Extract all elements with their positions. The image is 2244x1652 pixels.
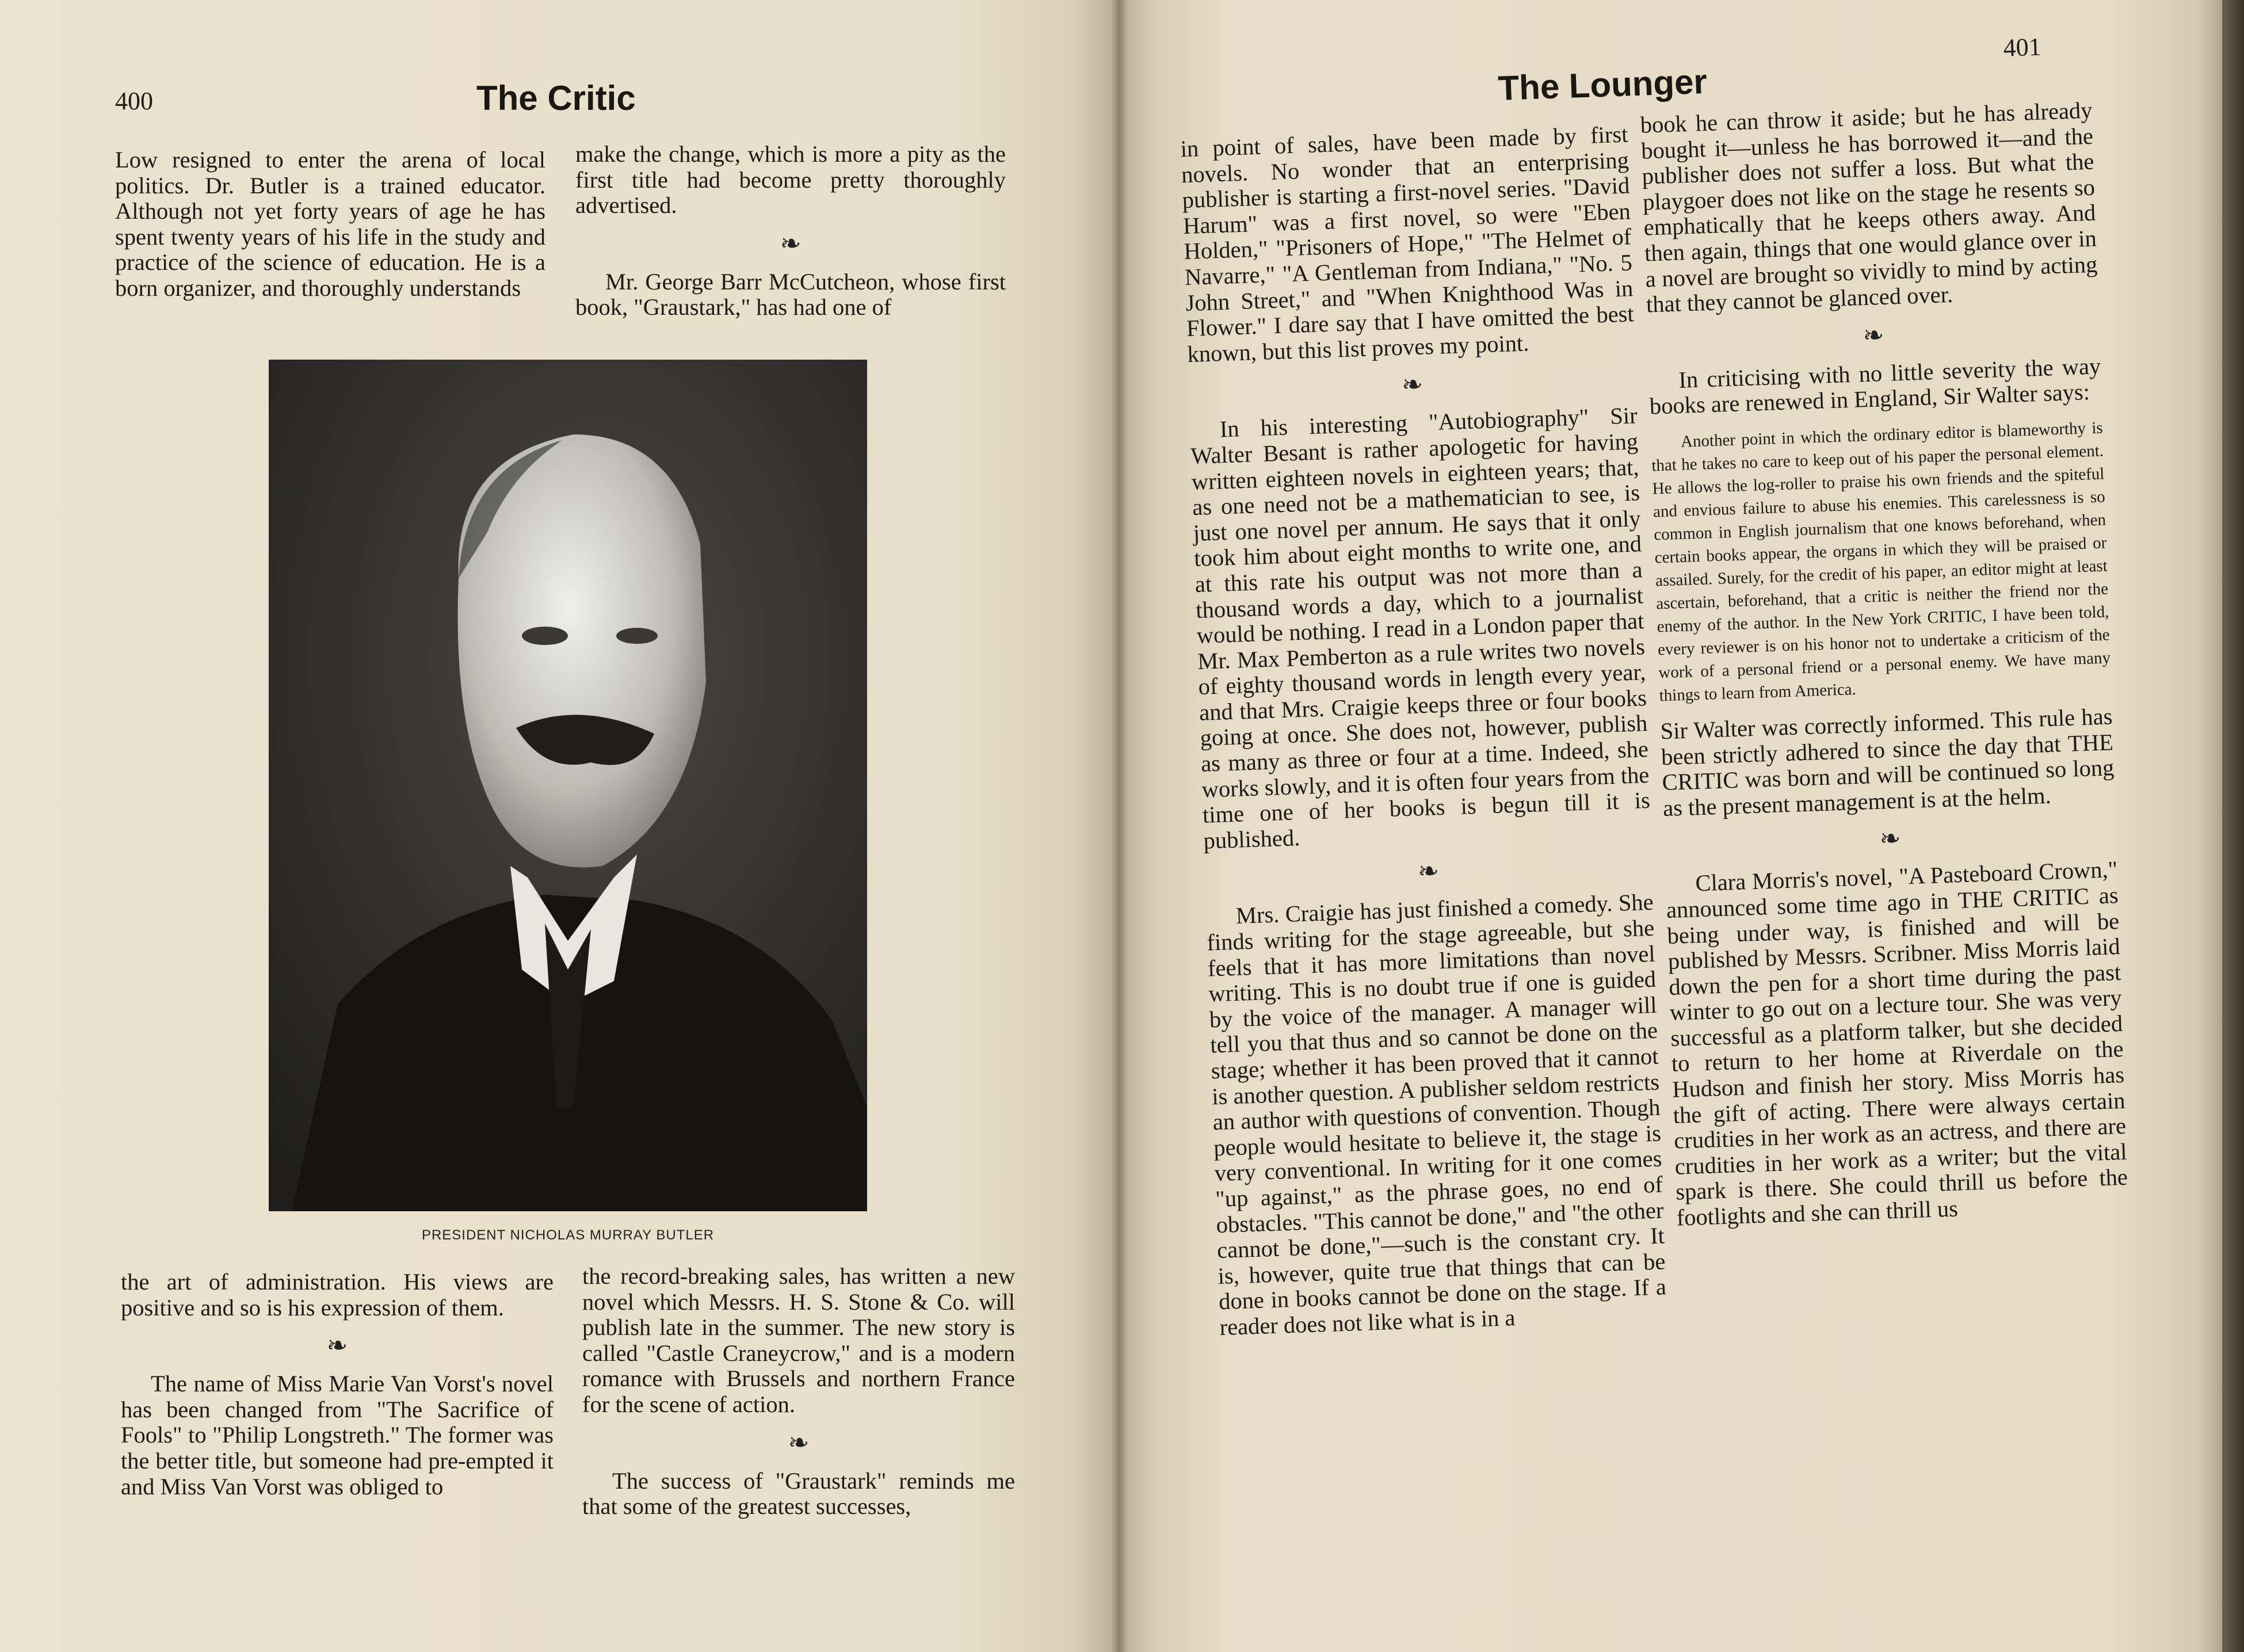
ornament-icon: ❧ [780, 229, 802, 258]
page-number-right: 401 [2002, 32, 2042, 62]
right-page [1119, 0, 2244, 1652]
paragraph: book he can throw it aside; but he has already bought it—unless he has borrowed it—and the publisher does not suffer a loss. But what the playgoer does not like on the stage he resents so emphatically that he keeps others away. And then again, things that one would glance over in a novel are brought so vividly to mind by acting that they cannot be glanced over. [1640, 97, 2098, 318]
ornament-icon: ❧ [326, 1331, 348, 1360]
left-col1-top [115, 147, 545, 302]
paragraph: make the change, which is more a pity as the first title had become pretty thoroughly advertised. [575, 141, 1006, 219]
left-col2-top [575, 142, 1006, 321]
page-edge [2222, 0, 2244, 1652]
portrait-photo [269, 360, 867, 1211]
running-head-right: The Lounger [1497, 62, 1708, 108]
paragraph: Mrs. Craigie has just finished a comedy. She finds writing for the stage agreeable, but she feels that it has more limitations than novel writing. This is no doubt true if one is guided by the voice of the manager. A manager will tell you that thus and so cannot be done on the stage; whether it has been proved that it cannot is another question. A publisher seldom restricts an author with questions of convention. Though people would hesitate to believe it, the stage is very conventional. In writing for it one comes "up against," as the phrase goes, no end of obstacles. "This cannot be done," and "the other cannot be done,"—such is the constant cry. It is, however, quite true that things that can be done in books cannot be done on the stage. If a reader does not like what is in a [1206, 889, 1667, 1341]
portrait-illustration [269, 360, 867, 1211]
left-col2-bottom [582, 1264, 1015, 1520]
book-spine [1110, 0, 1128, 1652]
paragraph: In his interesting "Autobiography" Sir Walter Besant is rather apologetic for having written eighteen novels in eighteen years; that, as one need not be a mathematician to see, is just one novel per annum. He says that it only took him about eight months to write one, and at this rate his output was not more than a thousand words a day, which to a journalist would be nothing. I read in a London paper that Mr. Max Pemberton as a rule writes two novels of eighty thousand words in length every year, and that Mrs. Craigie keeps three or four books going at once. She does not, however, publish as many as three or four at a time. Indeed, she works slowly, and it is often four years from the time one of her books is begun till it is published. [1190, 402, 1651, 854]
ornament-icon: ❧ [788, 1428, 810, 1457]
paragraph: the record-breaking sales, has written a new novel which Messrs. H. S. Stone & Co. will publish late in the summer. The new story is called "Castle Craneycrow," and is a modern romance with Brussels and northern France for the scene of action. [582, 1263, 1015, 1417]
ornament-icon: ❧ [1862, 321, 1885, 350]
photo-caption: PRESIDENT NICHOLAS MURRAY BUTLER [421, 1227, 715, 1243]
paragraph: the art of administration. His views are positive and so is his expression of them. [121, 1269, 554, 1321]
paragraph: Mr. George Barr McCutcheon, whose first book, "Graustark," has had one of [575, 268, 1006, 321]
ornament-icon: ❧ [1401, 370, 1424, 400]
right-col1 [1180, 122, 1667, 1341]
right-page-content [1119, 0, 2244, 1652]
paragraph: Low resigned to enter the arena of local politics. Dr. Butler is a trained educator. Although not yet forty years of age he has spent twenty years of his life in the study and practice of the science of education. He is a born organizer, and thoroughly understands [115, 147, 545, 301]
left-col1-bottom [121, 1269, 554, 1500]
paragraph: The success of "Graustark" reminds me that some of the greatest successes, [582, 1467, 1015, 1520]
paragraph: Sir Walter was correctly informed. This rule has been strictly adhered to since the day that THE CRITIC was born and will be continued so long as the present management is at the helm. [1659, 703, 2115, 821]
ornament-icon: ❧ [1879, 824, 1902, 854]
paragraph: in point of sales, have been made by first novels. No wonder that an enterprising publisher is starting a first-novel series. "David Harum" was a first novel, so were "Eben Holden," "Prisoners of Hope," "The Helmet of Navarre," "A Gentleman from Indiana," "No. 5 John Street," and "When Knighthood Was in Flower." I dare say that I have omitted the best known, but this list proves my point. [1180, 121, 1635, 367]
running-head-left: The Critic [476, 79, 636, 117]
paragraph: In criticising with no little severity the way books are renewed in England, Sir Walter says: [1649, 353, 2101, 419]
block-quote: Another point in which the ordinary editor is blameworthy is that he takes no care to keep out of his paper the personal element. He allows the log-roller to praise his own friends and the spiteful and envious failure to abuse his enemies. This carelessness is so common in English journalism that one knows beforehand, when certain books appear, the organs in which they will be praised or assailed. Surely, for the credit of his paper, an editor might at least ascertain, beforehand, that a critic is neither the friend nor the enemy of the author. In the New York CRITIC, I have been told, every reviewer is on his honor not to undertake a criticism of the work of a personal friend or a personal enemy. We have many things to learn from America. [1651, 418, 2111, 705]
page-number-left: 400 [115, 87, 153, 115]
paragraph: Clara Morris's novel, "A Pasteboard Crown," announced some time ago in THE CRITIC as being under way, is finished and will be published by Messrs. Scribner. Miss Morris laid down the pen for a short time during the past winter to go out on a lecture tour. She was very successful as a platform talker, but she decided to return to her home at Riverdale on the Hudson and finish her story. Miss Morris has the gift of acting. There were always certain crudities in her work as an actress, and there are crudities in her work as a writer; but the vital spark is there. She could thrill us before the footlights and she can thrill us [1666, 856, 2128, 1231]
left-page [0, 0, 1119, 1652]
paragraph: The name of Miss Marie Van Vorst's novel has been changed from "The Sacrifice of Fools" to "Philip Longstreth." The former was the better title, but someone had pre-empted it and Miss Van Vorst was obliged to [121, 1371, 554, 1500]
ornament-icon: ❧ [1417, 857, 1440, 886]
right-col2 [1640, 98, 2129, 1231]
